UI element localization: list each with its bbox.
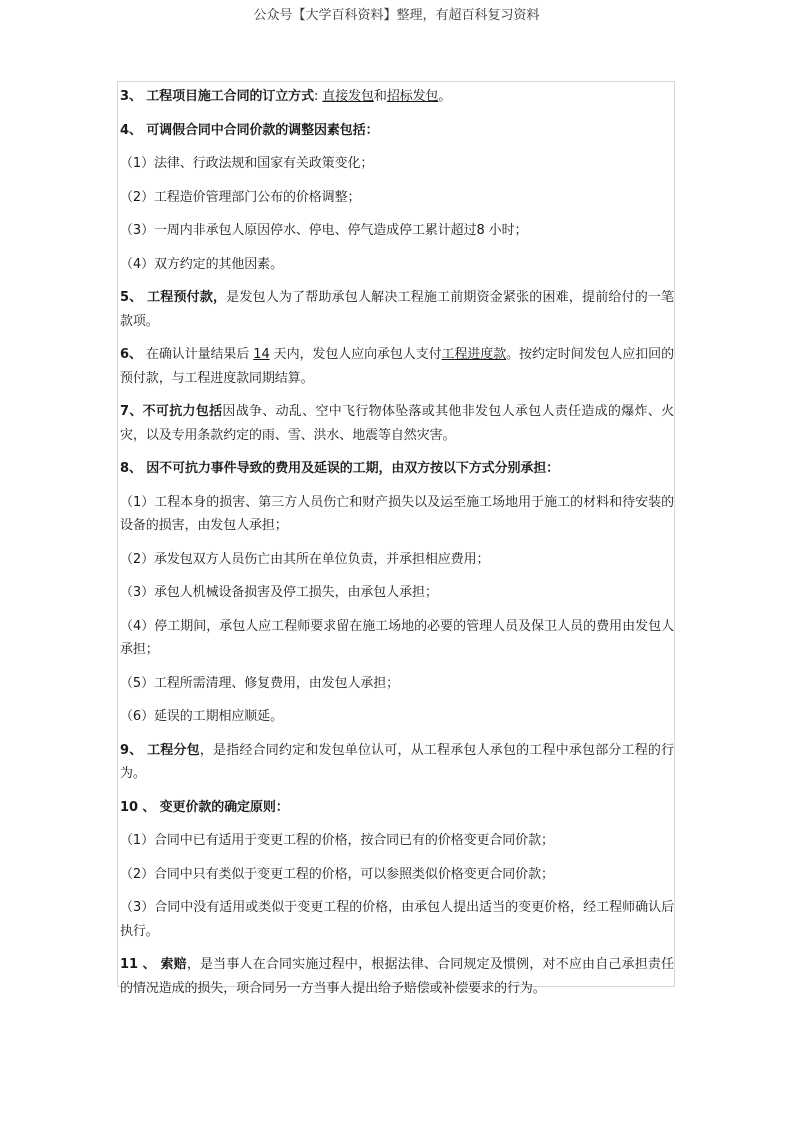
section-7-text: 因战争、动乱、空中飞行物体坠落或其他非发包人承包人责任造成的爆炸、火灾，以及专用条款约定的雨、雪、洪水、地震等自然灾害。 (120, 404, 674, 443)
section-11-text: ，是当事人在合同实施过程中，根据法律、合同规定及惯例，对不应由自己承担责任的情况造成的损失，项合同另一方当事人提出给予赔偿或补偿要求的行为。 (120, 957, 674, 996)
tender-contracting: 招标发包 (386, 89, 439, 104)
direct-contracting: 直接发包 (322, 89, 374, 104)
section-3-lead: 3、 工程项目施工合同的订立方式 (120, 89, 314, 104)
section-5-lead: 5、 工程预付款， (120, 290, 227, 305)
document-body (117, 81, 675, 996)
section-9 (120, 739, 674, 786)
section-9-text: ，是指经合同约定和发包单位认可，从工程承包人承包的工程中承包部分工程的行为。 (120, 742, 674, 781)
progress-payment: 工程进度款 (441, 347, 507, 362)
section-3-and: 和 (373, 89, 387, 104)
section-8-item: （4）停工期间，承包人应工程师要求留在施工场地的必要的管理人员及保卫人员的费用由发包人承担； (120, 618, 674, 657)
section-5 (120, 286, 674, 333)
section-10-item: （1）合同中已有适用于变更工程的价格，按合同已有的价格变更合同价款； (120, 833, 554, 848)
section-4-item: （3）一周内非承包人原因停水、停电、停气造成停工累计超过8 小时； (120, 223, 528, 238)
section-7-lead: 7、不可抗力包括 (120, 404, 223, 419)
section-6-text-2: 天内，发包人应向承包人支付 (269, 347, 442, 362)
section-6-text-3: 。按约定时间发包人应扣回的预付款，与工程进度款同期结算。 (120, 347, 674, 386)
section-6-num: 6、 (120, 347, 142, 362)
section-10-title: 10 、 变更价款的确定原则： (120, 799, 289, 815)
section-3-colon: : (313, 89, 323, 104)
section-5-text: 是发包人为了帮助承包人解决工程施工前期资金紧张的困难，提前给付的一笔款项。 (120, 290, 674, 329)
section-4-title: 4、 可调假合同中合同价款的调整因素包括： (120, 122, 379, 138)
section-6-days: 14 (253, 347, 270, 362)
section-4-item: （2）工程造价管理部门公布的价格调整； (120, 189, 361, 205)
section-9-lead: 9、 工程分包 (120, 742, 200, 758)
section-8-item: （5）工程所需清理、修复费用，由发包人承担； (120, 675, 400, 691)
page-header: 公众号【大学百科资料】整理，有超百科复习资料 (253, 8, 540, 23)
section-11-lead: 11 、 索赔 (120, 957, 187, 972)
section-8-item: （2）承发包双方人员伤亡由其所在单位负责，并承担相应费用； (120, 551, 490, 567)
section-6-text-1: 在确认计量结果后 (141, 347, 254, 362)
section-11 (120, 953, 674, 1000)
section-3-end: 。 (438, 89, 452, 104)
section-4-item: （1）法律、行政法规和国家有关政策变化； (120, 156, 374, 171)
section-8-title: 8、 因不可抗力事件导致的费用及延误的工期，由双方按以下方式分别承担： (120, 461, 560, 476)
section-3 (120, 85, 674, 109)
section-7 (120, 400, 674, 447)
section-8-item: （6）延误的工期相应顺延。 (120, 709, 283, 724)
section-4-item: （4）双方约定的其他因素。 (120, 256, 283, 272)
section-8-item: （3）承包人机械设备损害及停工损失，由承包人承担； (120, 585, 438, 600)
section-10-item: （2）合同中只有类似于变更工程的价格，可以参照类似价格变更合同价款； (120, 866, 554, 882)
section-8-item: （1）工程本身的损害、第三方人员伤亡和财产损失以及运至施工场地用于施工的材料和待安装的设备的损害，由发包人承担； (120, 494, 674, 533)
section-10-item: （3）合同中没有适用或类似于变更工程的价格，由承包人提出适当的变更价格，经工程师确认后执行。 (120, 900, 674, 939)
section-6 (120, 343, 674, 390)
